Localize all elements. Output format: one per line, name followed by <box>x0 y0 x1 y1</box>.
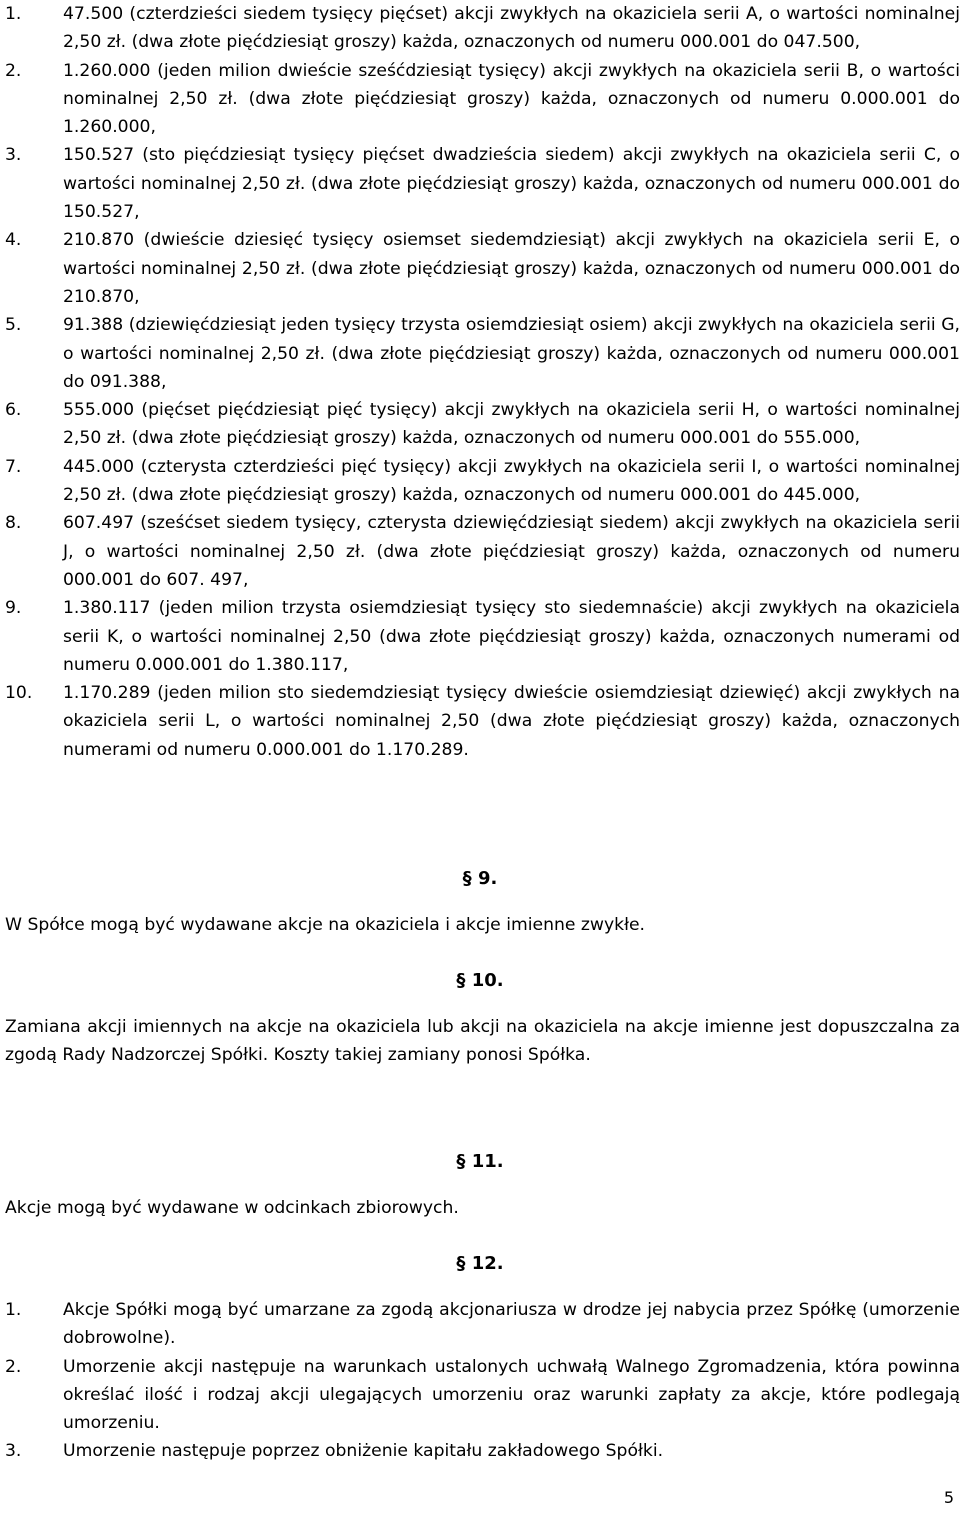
section-11-heading: § 11. <box>456 1151 504 1172</box>
list-item-text: 1.170.289 (jeden milion sto siedemdziesiąt tysięcy dwieście osiemdziesiąt dziewięć) akcji zwykłych na okaziciela serii L, o wartości nominalnej 2,50 (dwa złote pięćdziesiąt groszy) każda, oznaczonych numerami od numeru 0.000.001 do 1.170.289. <box>63 683 960 760</box>
list-item-number: 1. <box>5 1300 22 1320</box>
section-11-text: Akcje mogą być wydawane w odcinkach zbiorowych. <box>5 1198 459 1218</box>
list-item-text: 91.388 (dziewięćdziesiąt jeden tysięcy trzysta osiemdziesiąt osiem) akcji zwykłych na okaziciela serii G, o wartości nominalnej 2,50 zł. (dwa złote pięćdziesiąt groszy) każda, oznaczonych od numeru 000.001 do 091.388, <box>63 315 960 392</box>
list-item-number: 10. <box>5 683 33 704</box>
list-item-number: 3. <box>5 145 22 166</box>
section-9-heading: § 9. <box>462 868 498 889</box>
section-10-heading: § 10. <box>456 970 504 991</box>
list-item-number: 8. <box>5 513 22 534</box>
list-item-text: 445.000 (czterysta czterdzieści pięć tysięcy) akcji zwykłych na okaziciela serii I, o wartości nominalnej 2,50 zł. (dwa złote pięćdziesiąt groszy) każda, oznaczonych od numeru 000.001 do 445.000, <box>63 456 960 506</box>
list-item-text: 210.870 (dwieście dziesięć tysięcy osiemset siedemdziesiąt) akcji zwykłych na okaziciela serii E, o wartości nominalnej 2,50 zł. (dwa złote pięćdziesiąt groszy) każda, oznaczonych od numeru 000.001 do 210.870, <box>63 230 960 307</box>
list-item-number: 2. <box>5 1356 22 1377</box>
list-item <box>5 57 960 142</box>
list-item <box>5 1296 960 1353</box>
list-item-text: 1.260.000 (jeden milion dwieście sześćdziesiąt tysięcy) akcji zwykłych na okaziciela serii B, o wartości nominalnej 2,50 zł. (dwa złote pięćdziesiąt groszy) każda, oznaczonych od numeru 0.000.001 do 1.260.000, <box>63 60 960 138</box>
list-item-number: 3. <box>5 1441 22 1462</box>
list-item <box>5 679 960 764</box>
list-item-number: 9. <box>5 598 22 619</box>
share-series-list <box>5 0 960 764</box>
list-item <box>5 509 960 594</box>
list-item <box>5 594 960 679</box>
list-item-text: 150.527 (sto pięćdziesiąt tysięcy pięćset dwadzieścia siedem) akcji zwykłych na okaziciela serii C, o wartości nominalnej 2,50 zł. (dwa złote pięćdziesiąt groszy) każda, oznaczonych od numeru 000.001 do 150.527, <box>63 145 960 223</box>
list-item-number: 5. <box>5 315 22 336</box>
list-item <box>5 1353 960 1438</box>
section-9-text: W Spółce mogą być wydawane akcje na okaziciela i akcje imienne zwykłe. <box>5 915 646 935</box>
list-item-number: 6. <box>5 400 22 421</box>
page-number: 5 <box>943 1488 954 1507</box>
section-12-heading: § 12. <box>456 1253 504 1274</box>
list-item <box>5 226 960 311</box>
list-item-text: Akcje Spółki mogą być umarzane za zgodą akcjonariusza w drodze jej nabycia przez Spółkę (umorzenie dobrowolne). <box>63 1300 960 1349</box>
list-item-number: 2. <box>5 60 22 81</box>
list-item <box>5 141 960 226</box>
list-item <box>5 453 960 510</box>
list-item-number: 1. <box>5 4 22 24</box>
list-item-text: 1.380.117 (jeden milion trzysta osiemdziesiąt tysięcy sto siedemnaście) akcji zwykłych na okaziciela serii K, o wartości nominalnej 2,50 (dwa złote pięćdziesiąt groszy) każda, oznaczonych numerami od numeru 0.000.001 do 1.380.117, <box>63 598 960 675</box>
list-item <box>5 1437 960 1465</box>
list-item <box>5 311 960 396</box>
list-item-number: 4. <box>5 230 22 251</box>
list-item <box>5 396 960 453</box>
list-item-number: 7. <box>5 456 22 477</box>
section-10-text: Zamiana akcji imiennych na akcje na okaziciela lub akcji na okaziciela na akcje imienne jest dopuszczalna za zgodą Rady Nadzorczej Spółki. Koszty takiej zamiany ponosi Spółka. <box>5 1017 960 1066</box>
list-item <box>5 0 960 57</box>
list-item-text: Umorzenie następuje poprzez obniżenie kapitału zakładowego Spółki. <box>63 1441 664 1462</box>
section-12-list <box>5 1296 960 1466</box>
list-item-text: 555.000 (pięćset pięćdziesiąt pięć tysięcy) akcji zwykłych na okaziciela serii H, o wartości nominalnej 2,50 zł. (dwa złote pięćdziesiąt groszy) każda, oznaczonych od numeru 000.001 do 555.000, <box>63 400 960 449</box>
list-item-text: 607.497 (sześćset siedem tysięcy, czterysta dziewięćdziesiąt siedem) akcji zwykłych na okaziciela serii J, o wartości nominalnej 2,50 zł. (dwa złote pięćdziesiąt groszy) każda, oznaczonych od numeru 000.001 do 607. 497, <box>63 513 960 590</box>
list-item-text: Umorzenie akcji następuje na warunkach ustalonych uchwałą Walnego Zgromadzenia, która powinna określać ilość i rodzaj akcji ulegających umorzeniu oraz warunki zapłaty za akcje, które podlegają umorzeniu. <box>63 1356 960 1434</box>
list-item-text: 47.500 (czterdzieści siedem tysięcy pięćset) akcji zwykłych na okaziciela serii A, o wartości nominalnej 2,50 zł. (dwa złote pięćdziesiąt groszy) każda, oznaczonych od numeru 000.001 do 047.500, <box>63 4 960 53</box>
